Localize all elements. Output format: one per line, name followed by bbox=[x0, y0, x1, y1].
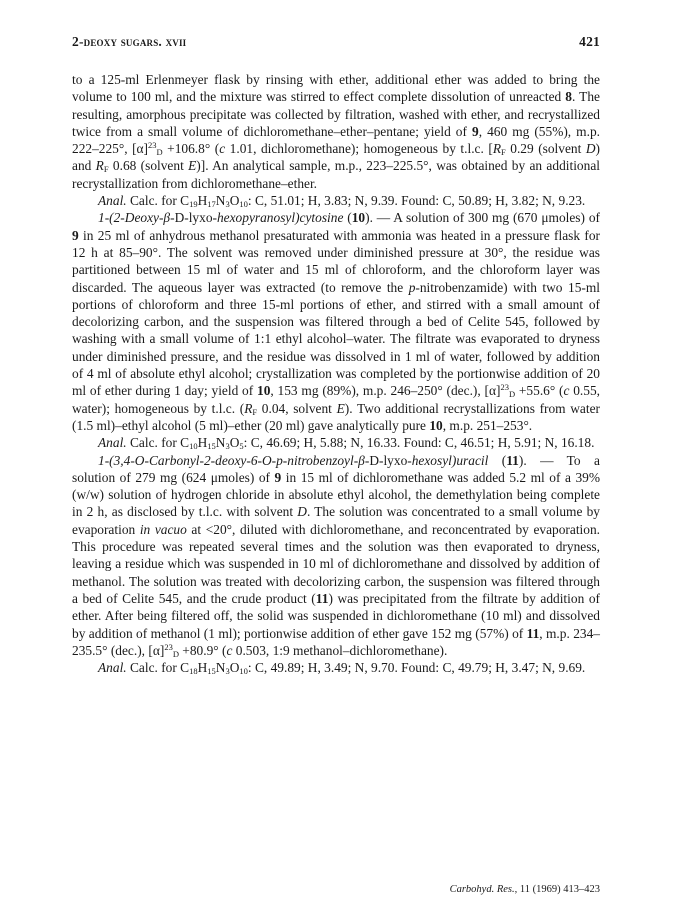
text-segment: 18 bbox=[189, 666, 198, 677]
paragraph bbox=[72, 71, 600, 192]
text-segment: 1-(3,4-O-Carbonyl-2-deoxy-6-O-p-nitrobenzoyl-β- bbox=[98, 452, 370, 468]
text-segment: D bbox=[508, 389, 516, 400]
text-segment: R bbox=[244, 400, 253, 416]
text-segment: ( bbox=[488, 452, 507, 468]
text-segment: , 153 mg (89%), m.p. 246–250° (dec.), [α] bbox=[270, 383, 501, 399]
text-segment: at <20°, diluted with dichloromethane, and reconcentrated by evaporation. This procedure was repeated several times and the solution was then evaporated to dryness, leaving a residue which was suspended in 10 ml of dichloromethane and dissolved by addition of methanol. The solution was treated with decolorizing carbon, the suspension was filtered through a bed of Celite 545, and the crude product ( bbox=[72, 521, 600, 606]
text-segment: 8 bbox=[565, 89, 572, 105]
text-segment: E bbox=[188, 158, 197, 174]
text-segment: c bbox=[226, 642, 233, 658]
text-segment: 10 bbox=[239, 666, 248, 677]
text-segment: O bbox=[229, 660, 240, 676]
text-segment: N bbox=[215, 435, 226, 451]
text-segment: +106.8° ( bbox=[162, 141, 220, 157]
text-segment: F bbox=[252, 406, 258, 417]
text-segment: -nitrobenzamide) with two 15-ml portions of chloroform and three 15-ml portions of ether, and stirred with a small amount of decolorizing carbon, and the suspension was filtered through a bed of Celite 545, followed by washing with a small volume of 1:1 ethyl alcohol–water. The filtrate was evaporated to dryness under diminished pressure, and the residue was dissolved in 1 ml of water, followed by addition of 4 ml of absolute ethyl alcohol; crystallization was completed by the portionwise addition of 20 ml of ether during 1 day; yield of bbox=[72, 279, 600, 399]
text-segment: 23 bbox=[164, 641, 173, 652]
text-segment: Calc. for C bbox=[126, 435, 190, 451]
page bbox=[72, 34, 600, 676]
paragraph bbox=[72, 452, 600, 660]
text-segment: H bbox=[197, 193, 208, 209]
journal-citation bbox=[450, 884, 600, 895]
text-segment: ) was precipitated from the filtrate by addition of ether. After being filtered off, the solid was suspended in dichloromethane (10 ml) and dissolved by addition of methanol (1 ml); portionwise addition of ether gave 152 mg (57%) of bbox=[72, 590, 600, 641]
text-segment: D bbox=[297, 504, 307, 520]
text-segment: 10 bbox=[351, 210, 366, 226]
text-segment: 5 bbox=[239, 441, 244, 452]
journal-volume: 11 (1969) 413–423 bbox=[519, 884, 600, 895]
text-segment: R bbox=[492, 141, 501, 157]
text-segment: Calc. for C bbox=[126, 193, 190, 209]
text-segment: ). — To a solution of 279 mg (624 μmoles) of bbox=[72, 452, 600, 485]
text-segment: 0.55, water); homogeneous by t.l.c. ( bbox=[72, 383, 601, 416]
text-segment: Anal. bbox=[98, 193, 127, 209]
text-segment: 19 bbox=[189, 199, 198, 210]
text-segment: . The resulting, amorphous precipitate was collected by filtration, washed with ether, and recrystallized twice from a small volume of dichloromethane–ether–pentane; yield of bbox=[72, 89, 600, 139]
text-segment: 1-(2-Deoxy-β- bbox=[98, 210, 175, 226]
text-segment: H bbox=[197, 435, 208, 451]
text-segment: 9 bbox=[274, 469, 282, 485]
text-segment: O bbox=[229, 435, 240, 451]
text-segment: D bbox=[172, 648, 179, 659]
text-segment: : C, 51.01; H, 3.83; N, 9.39. Found: C, 50.89; H, 3.82; N, 9.23. bbox=[247, 193, 586, 209]
text-segment: F bbox=[103, 164, 109, 175]
text-segment: . The solution was concentrated to a small volume by evaporation bbox=[72, 504, 600, 537]
text-segment: - bbox=[184, 210, 189, 226]
text-segment: N bbox=[215, 193, 226, 209]
text-segment: -hexopyranosyl)cytosine bbox=[212, 210, 344, 226]
text-segment: : C, 46.69; H, 5.88; N, 16.33. Found: C, 46.51; H, 5.91; N, 16.18. bbox=[243, 435, 595, 451]
text-segment: in 25 ml of anhydrous methanol presaturated with ammonia was heated in a pressure flask for 12 h at 85–90°. The solvent was removed under diminished pressure at 30°, the residue was partitioned between 15 ml of water and 15 ml of chloroform, and the chloroform layer was discarded. The aqueous layer was extracted (to remove the bbox=[72, 227, 600, 295]
paragraph bbox=[72, 192, 600, 209]
text-segment: +55.6° ( bbox=[515, 383, 564, 399]
text-segment: )]. An analytical sample, m.p., 223–225.5°, was obtained by an additional recrystallization from dichloromethane–ether. bbox=[72, 158, 600, 191]
text-segment: 3 bbox=[225, 441, 230, 452]
text-segment: 3 bbox=[225, 666, 230, 677]
text-segment: Calc. for C bbox=[126, 660, 190, 676]
paragraph bbox=[72, 434, 600, 451]
text-segment: , m.p. 234–235.5° (dec.), [α] bbox=[72, 625, 600, 658]
text-segment: , 460 mg (55%), m.p. 222–225°, [α] bbox=[72, 123, 600, 157]
text-segment: ( bbox=[343, 210, 352, 226]
text-segment: 11 bbox=[526, 625, 540, 641]
text-segment: F bbox=[501, 147, 506, 158]
text-segment: 15 bbox=[207, 666, 216, 677]
text-segment: 23 bbox=[148, 140, 157, 151]
text-segment: E bbox=[336, 400, 345, 416]
text-segment: +80.9° ( bbox=[178, 642, 227, 658]
text-segment: 1.01, dichloromethane); homogeneous by t.l.c. [ bbox=[225, 141, 493, 157]
text-segment: R bbox=[95, 158, 104, 174]
text-segment: -hexosyl)uracil bbox=[407, 452, 489, 468]
text-segment: - bbox=[378, 452, 384, 468]
text-segment: Anal. bbox=[98, 435, 127, 451]
running-header bbox=[72, 34, 600, 50]
text-segment: c bbox=[219, 141, 226, 157]
text-segment: 9 bbox=[472, 123, 479, 139]
text-segment: lyxo bbox=[383, 452, 408, 468]
text-segment: , m.p. 251–253°. bbox=[442, 417, 533, 433]
text-segment: c bbox=[563, 383, 570, 399]
text-segment: in vacuo bbox=[139, 521, 187, 537]
text-segment: N bbox=[215, 660, 226, 676]
text-segment: 10 bbox=[189, 441, 198, 452]
text-segment: in 15 ml of dichloromethane was added 5.2 ml of a 39% (w/w) solution of hydrogen chloride in absolute ethyl alcohol, the demethylation being complete in 2 h, as disclosed by t.l.c. with solvent bbox=[72, 469, 600, 520]
text-segment: D bbox=[585, 141, 596, 157]
running-title: 2-deoxy sugars. xvii bbox=[72, 34, 187, 49]
paragraph bbox=[72, 659, 600, 676]
text-segment: : C, 49.89; H, 3.49; N, 9.70. Found: C, 49.79; H, 3.47; N, 9.69. bbox=[247, 660, 586, 676]
text-segment: D bbox=[174, 210, 185, 226]
text-segment: to a 125-ml Erlenmeyer flask by rinsing with ether, additional ether was added to bring the volume to 100 ml, and the mixture was stirred to effect complete dissolution of unreacted bbox=[72, 72, 600, 105]
text-segment: 0.503, 1:9 methanol–dichloromethane). bbox=[232, 642, 448, 658]
text-segment: D bbox=[369, 452, 379, 468]
text-segment: 0.68 (solvent bbox=[108, 158, 189, 174]
paragraph bbox=[72, 209, 600, 434]
text-segment: O bbox=[229, 193, 240, 209]
text-segment: Anal. bbox=[98, 660, 127, 676]
text-segment: 10 bbox=[257, 383, 271, 399]
text-segment: 17 bbox=[207, 199, 216, 210]
text-segment: ). — A solution of 300 mg (670 μmoles) of bbox=[365, 210, 600, 226]
text-segment: ). Two additional recrystallizations from water (1.5 ml)–ethyl alcohol (5 ml)–ether (20 ml) gave analytically pure bbox=[72, 400, 600, 433]
text-segment: 23 bbox=[500, 382, 509, 393]
page-number: 421 bbox=[579, 34, 600, 49]
text-segment: 10 bbox=[239, 199, 248, 210]
text-segment: 11 bbox=[315, 590, 329, 606]
text-segment: lyxo bbox=[188, 210, 213, 226]
text-segment: 15 bbox=[207, 441, 216, 452]
text-segment: 11 bbox=[506, 452, 519, 468]
text-segment: 0.04, solvent bbox=[257, 400, 337, 416]
article-body bbox=[72, 71, 600, 676]
text-segment: 0.29 (solvent bbox=[505, 141, 586, 157]
text-segment: H bbox=[197, 660, 208, 676]
text-segment: 10 bbox=[429, 417, 443, 433]
text-segment: 3 bbox=[225, 199, 230, 210]
text-segment: p bbox=[408, 279, 416, 295]
text-segment: ) and bbox=[72, 141, 600, 174]
text-segment: D bbox=[156, 147, 163, 158]
text-segment: 9 bbox=[72, 227, 79, 243]
journal-name: Carbohyd. Res., bbox=[449, 884, 518, 895]
